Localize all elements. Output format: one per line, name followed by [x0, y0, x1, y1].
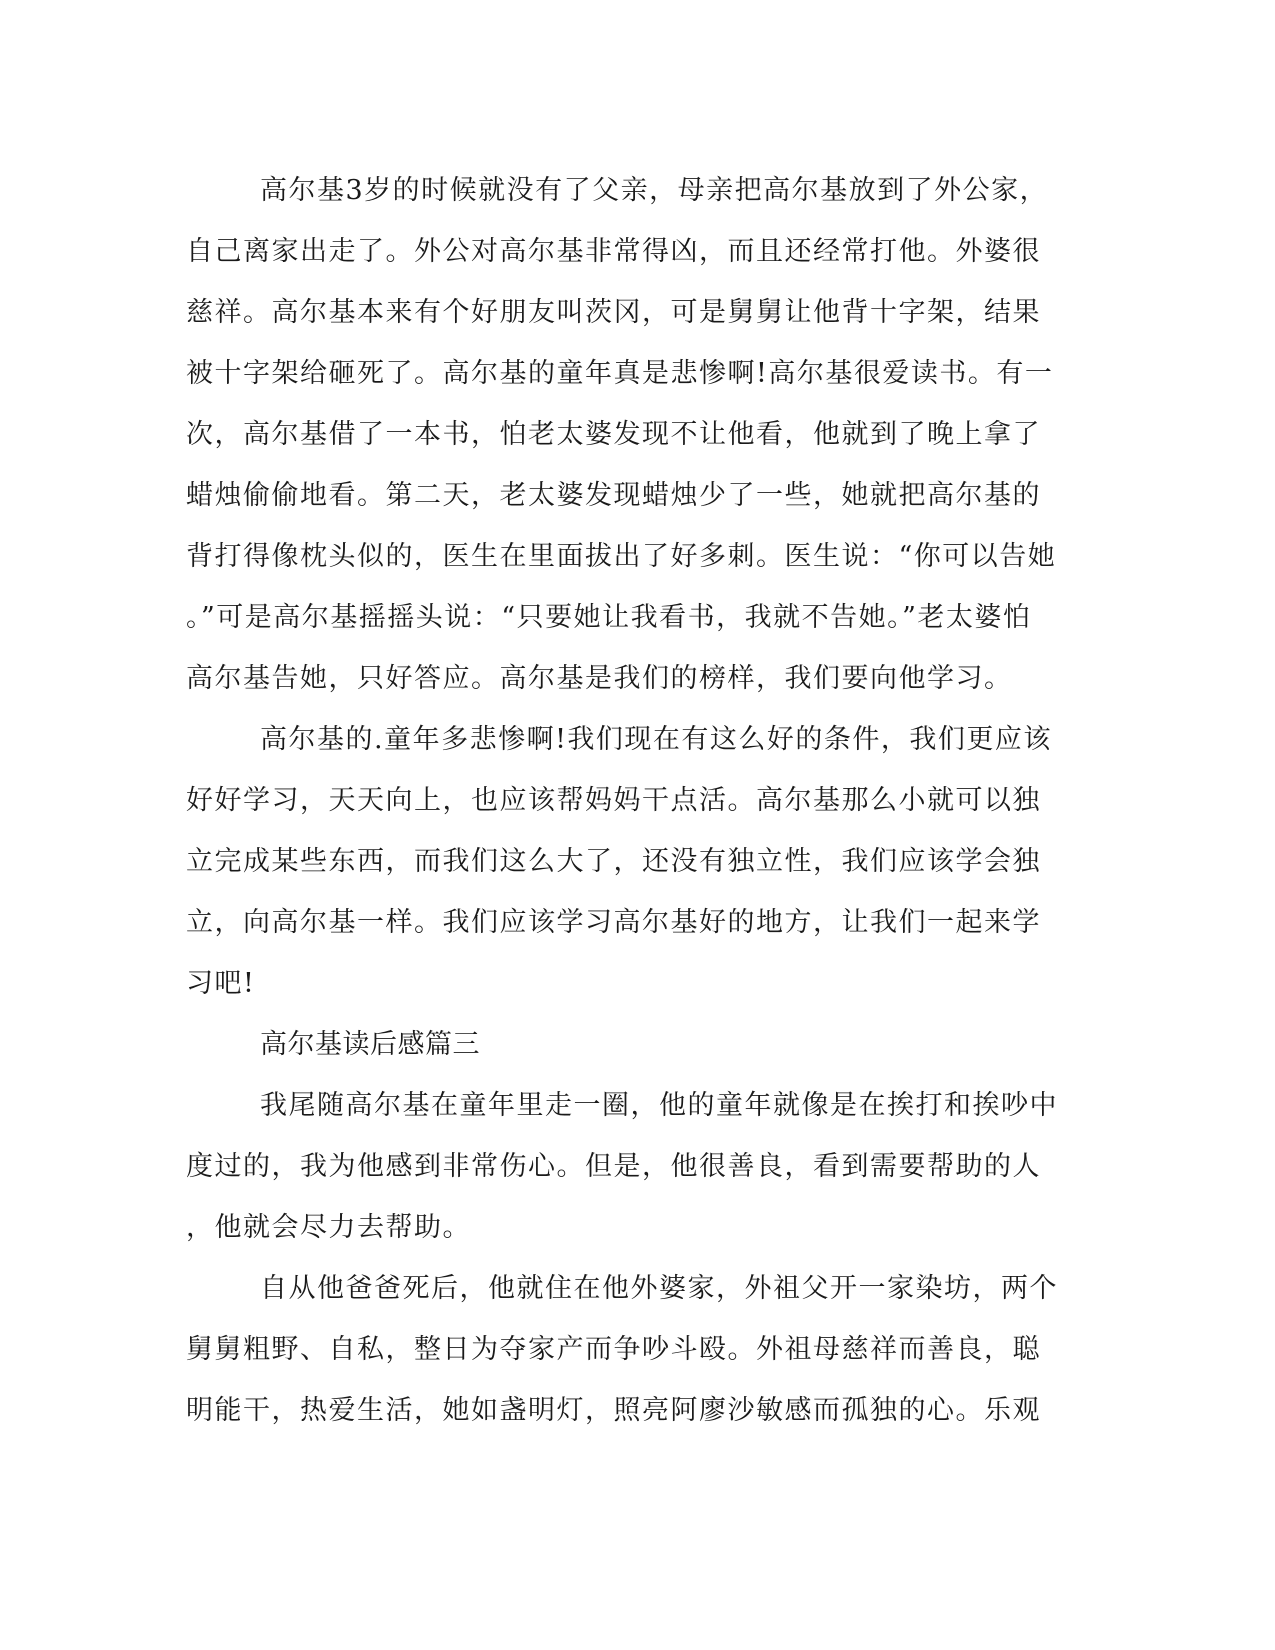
paragraph-line: 次，高尔基借了一本书，怕老太婆发现不让他看，他就到了晚上拿了 — [186, 419, 1041, 450]
paragraph-line: 高尔基的.童年多悲惨啊!我们现在有这么好的条件，我们更应该 — [260, 724, 1052, 755]
paragraph-line: 明能干，热爱生活，她如盏明灯，照亮阿廖沙敏感而孤独的心。乐观 — [186, 1395, 1041, 1426]
paragraph-line: 好好学习，天天向上，也应该帮妈妈干点活。高尔基那么小就可以独 — [186, 785, 1041, 816]
paragraph-line: 慈祥。高尔基本来有个好朋友叫茨冈，可是舅舅让他背十字架，结果 — [186, 297, 1041, 328]
paragraph-line: 自己离家出走了。外公对高尔基非常得凶，而且还经常打他。外婆很 — [186, 236, 1041, 267]
paragraph-line: 自从他爸爸死后，他就住在他外婆家，外祖父开一家染坊，两个 — [260, 1273, 1058, 1304]
paragraph-line: 背打得像枕头似的，医生在里面拔出了好多刺。医生说：“你可以告她 — [186, 541, 1057, 572]
paragraph-line: ，他就会尽力去帮助。 — [186, 1212, 471, 1243]
paragraph-line: 高尔基告她，只好答应。高尔基是我们的榜样，我们要向他学习。 — [186, 663, 1013, 694]
paragraph-line: 立，向高尔基一样。我们应该学习高尔基好的地方，让我们一起来学 — [186, 907, 1041, 938]
paragraph-line: 。”可是高尔基摇摇头说：“只要她让我看书，我就不告她。”老太婆怕 — [186, 602, 1032, 633]
paragraph-line: 被十字架给砸死了。高尔基的童年真是悲惨啊!高尔基很爱读书。有一 — [186, 358, 1054, 389]
paragraph-line: 舅舅粗野、自私，整日为夺家产而争吵斗殴。外祖母慈祥而善良，聪 — [186, 1334, 1041, 1365]
section-heading: 高尔基读后感篇三 — [260, 1029, 480, 1060]
paragraph-line: 习吧! — [186, 968, 256, 999]
paragraph-line: 蜡烛偷偷地看。第二天，老太婆发现蜡烛少了一些，她就把高尔基的 — [186, 480, 1041, 511]
document-body — [186, 160, 1056, 1441]
paragraph-line: 立完成某些东西，而我们这么大了，还没有独立性，我们应该学会独 — [186, 846, 1041, 877]
paragraph-line: 我尾随高尔基在童年里走一圈，他的童年就像是在挨打和挨吵中 — [260, 1090, 1058, 1121]
paragraph-line: 高尔基3岁的时候就没有了父亲，母亲把高尔基放到了外公家， — [260, 175, 1049, 206]
paragraph-line: 度过的，我为他感到非常伤心。但是，他很善良，看到需要帮助的人 — [186, 1151, 1041, 1182]
